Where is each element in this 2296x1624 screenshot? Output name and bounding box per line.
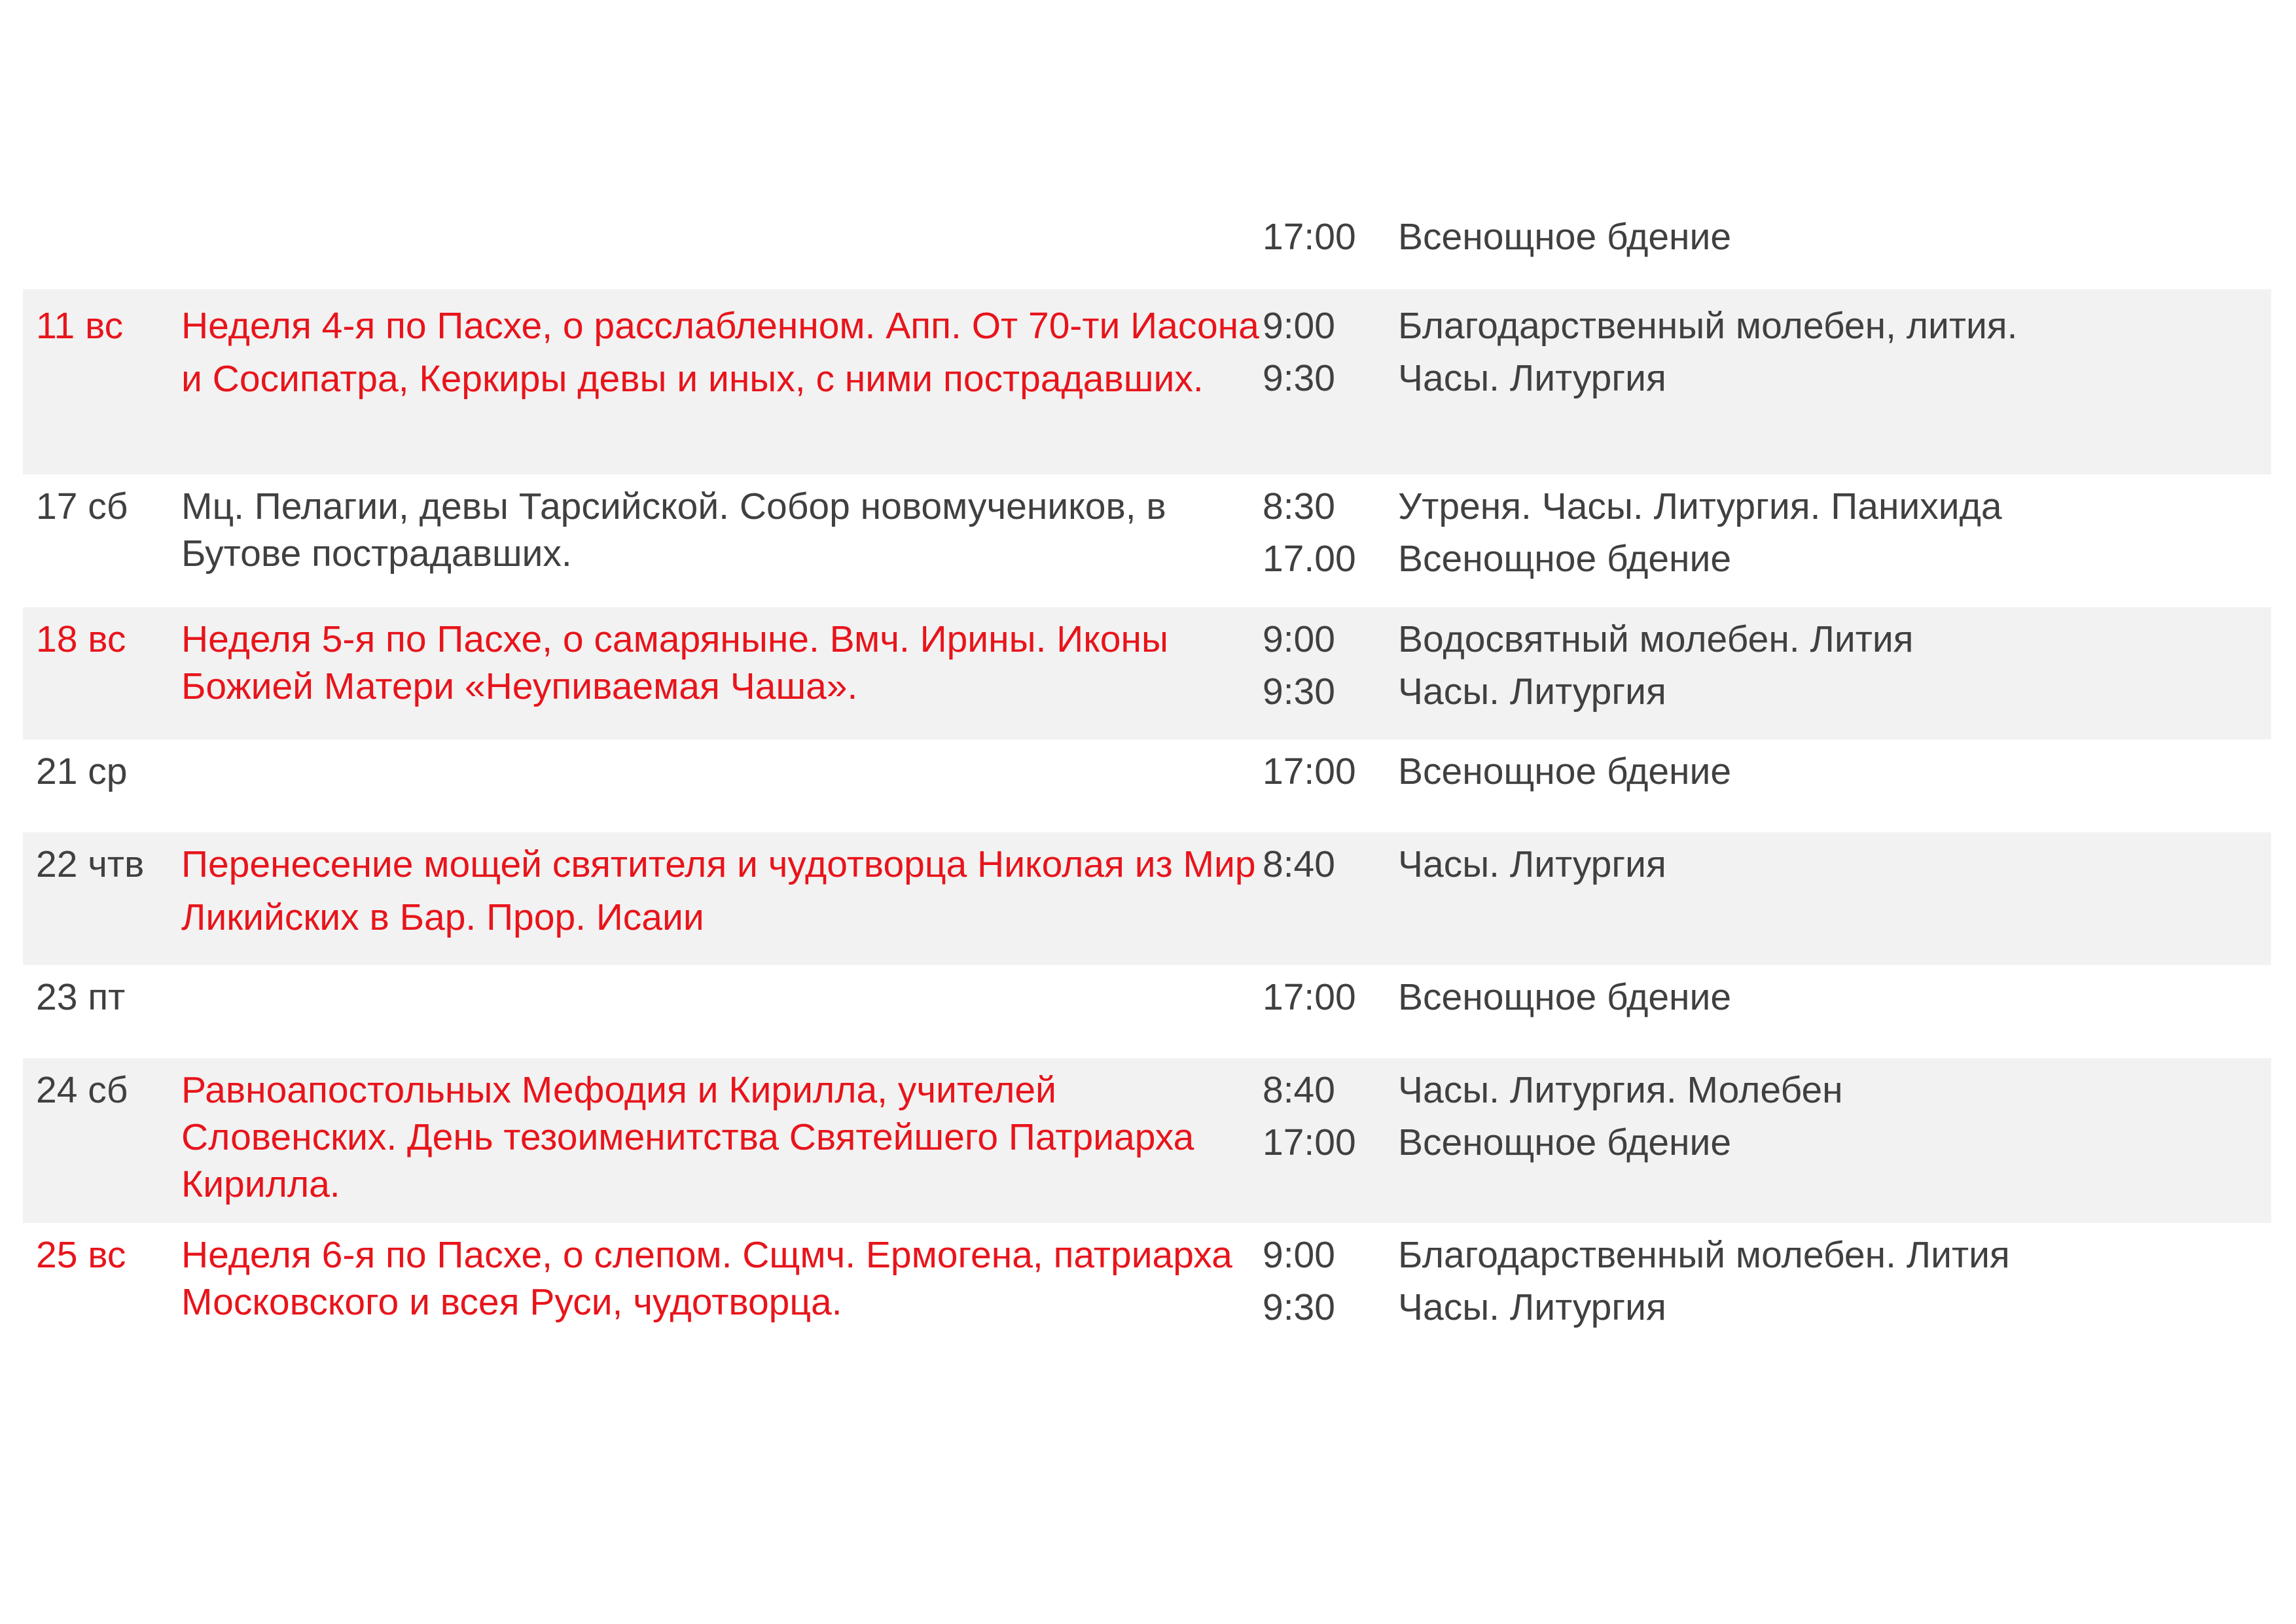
row-date: 21 ср [36, 750, 128, 792]
row-services [1263, 211, 2271, 289]
service-name: Благодарственный молебен. Лития [1398, 1234, 2010, 1276]
row-services [1263, 1064, 2271, 1223]
service-name: Часы. Литургия [1398, 1286, 1666, 1328]
service-name: Всенощное бдение [1398, 538, 1732, 580]
schedule-row [23, 739, 2271, 832]
schedule-row [23, 607, 2271, 739]
service-line [1263, 300, 2271, 352]
service-time: 17:00 [1263, 1121, 1356, 1163]
schedule-row [23, 832, 2271, 965]
row-title: Неделя 6-я по Пасхе, о слепом. Сщмч. Ермогена, патриарха Московского и всея Руси, чудотворца. [181, 1234, 1232, 1323]
row-title: Перенесение мощей святителя и чудотворца Николая из Мир Ликийских в Бар. Прор. Исаии [181, 843, 1256, 938]
row-date: 24 сб [36, 1069, 128, 1111]
service-line [1263, 480, 2271, 533]
service-line [1263, 971, 2271, 1023]
service-line [1263, 1229, 2271, 1281]
service-name: Утреня. Часы. Литургия. Панихида [1398, 485, 2002, 527]
row-services [1263, 300, 2271, 474]
service-line [1263, 1116, 2271, 1169]
service-line [1263, 211, 2271, 263]
row-date: 22 чтв [36, 843, 145, 885]
row-title [181, 745, 1263, 832]
row-services [1263, 613, 2271, 739]
service-time: 17:00 [1263, 976, 1356, 1018]
service-time: 9:30 [1263, 1286, 1335, 1328]
schedule-row [23, 474, 2271, 607]
service-time: 9:00 [1263, 305, 1335, 347]
service-time: 8:40 [1263, 1069, 1335, 1111]
service-time: 9:00 [1263, 1234, 1335, 1276]
row-services [1263, 838, 2271, 965]
service-line [1263, 1281, 2271, 1333]
service-line [1263, 745, 2271, 798]
service-time: 9:30 [1263, 357, 1335, 399]
row-services [1263, 1229, 2271, 1354]
service-line [1263, 665, 2271, 718]
row-title [181, 211, 1263, 289]
row-title: Неделя 4-я по Пасхе, о расслабленном. Апп. От 70-ти Иасона и Сосипатра, Керкиры девы и иных, с ними пострадавших. [181, 305, 1259, 400]
service-name: Часы. Литургия [1398, 671, 1666, 713]
row-title: Мц. Пелагии, девы Тарсийской. Собор новомучеников, в Бутове пострадавших. [181, 485, 1166, 574]
schedule-row [23, 289, 2271, 474]
service-line [1263, 533, 2271, 585]
service-name: Часы. Литургия [1398, 843, 1666, 885]
schedule-row [23, 965, 2271, 1058]
row-date: 23 пт [36, 976, 126, 1018]
service-time: 17:00 [1263, 750, 1356, 792]
service-name: Всенощное бдение [1398, 216, 1732, 258]
schedule-table [23, 206, 2271, 1354]
row-date: 11 вс [36, 305, 124, 347]
service-line [1263, 838, 2271, 891]
service-time: 9:00 [1263, 618, 1335, 660]
service-name: Водосвятный молебен. Лития [1398, 618, 1914, 660]
service-name: Благодарственный молебен, лития. [1398, 305, 2018, 347]
service-line [1263, 1064, 2271, 1116]
service-name: Часы. Литургия. Молебен [1398, 1069, 1843, 1111]
row-title: Неделя 5-я по Пасхе, о самаряныне. Вмч. Ирины. Иконы Божией Матери «Неупиваемая Чаша». [181, 618, 1168, 707]
service-name: Всенощное бдение [1398, 1121, 1732, 1163]
service-time: 8:30 [1263, 485, 1335, 527]
row-date: 25 вс [36, 1234, 126, 1276]
row-date: 17 сб [36, 485, 128, 527]
schedule-row [23, 206, 2271, 289]
service-time: 17:00 [1263, 216, 1356, 258]
row-services [1263, 971, 2271, 1058]
schedule-row [23, 1058, 2271, 1223]
service-line [1263, 613, 2271, 665]
row-date [23, 211, 181, 289]
row-services [1263, 480, 2271, 607]
service-line [1263, 352, 2271, 404]
service-name: Всенощное бдение [1398, 750, 1732, 792]
service-time: 9:30 [1263, 671, 1335, 713]
row-date: 18 вс [36, 618, 126, 660]
row-title: Равноапостольных Мефодия и Кирилла, учителей Словенских. День тезоименитства Святейшего Патриарха Кирилла. [181, 1069, 1194, 1205]
schedule-row [23, 1223, 2271, 1354]
service-name: Часы. Литургия [1398, 357, 1666, 399]
row-title [181, 971, 1263, 1058]
service-time: 17.00 [1263, 538, 1356, 580]
row-services [1263, 745, 2271, 832]
service-name: Всенощное бдение [1398, 976, 1732, 1018]
service-time: 8:40 [1263, 843, 1335, 885]
